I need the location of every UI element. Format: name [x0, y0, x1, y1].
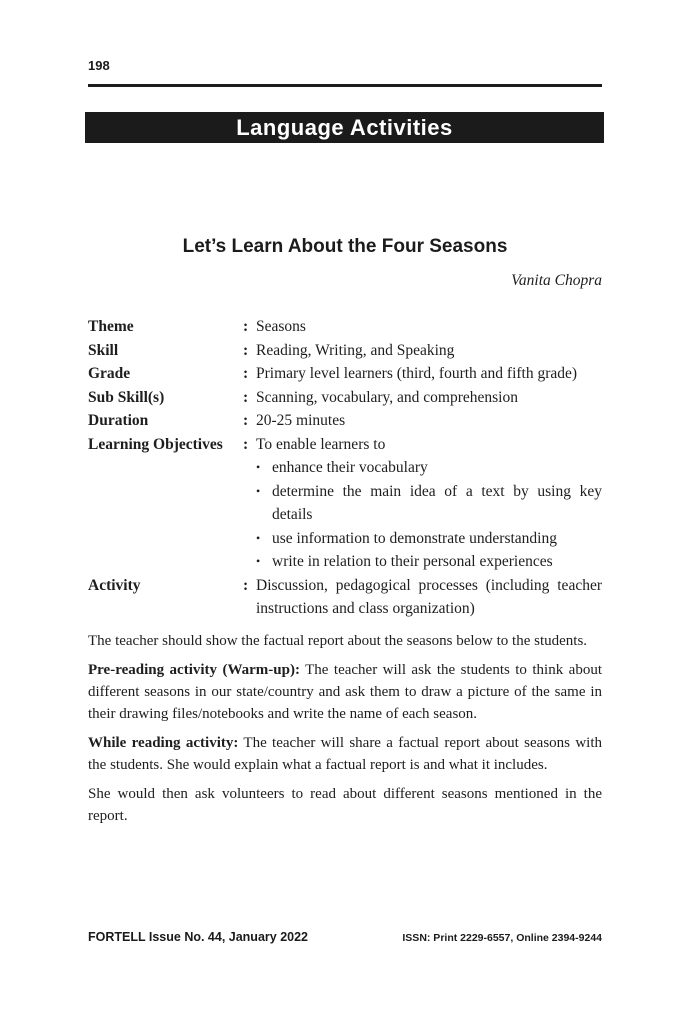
- detail-value: Primary level learners (third, fourth and fifth grade): [256, 365, 578, 382]
- list-item: [256, 456, 602, 480]
- detail-label: Sub Skill(s): [88, 388, 165, 406]
- detail-colon: :: [243, 576, 249, 594]
- paragraph-lead: Pre-reading activity (Warm-up):: [88, 661, 300, 678]
- article-title: Let’s Learn About the Four Seasons: [182, 236, 508, 257]
- paragraph-text: She would then ask volunteers to read about different seasons mentioned in the report.: [88, 785, 602, 824]
- page-footer: [88, 930, 602, 944]
- detail-value: [256, 433, 602, 574]
- header-rule: [88, 84, 602, 87]
- bullet-icon: •: [256, 554, 261, 568]
- lesson-details: [88, 315, 602, 621]
- detail-colon: :: [243, 388, 249, 406]
- detail-colon: :: [243, 412, 249, 429]
- paragraph: [88, 783, 602, 827]
- section-banner: [85, 112, 604, 143]
- paragraph: [88, 659, 602, 725]
- paragraph: [88, 630, 602, 652]
- detail-value: Discussion, pedagogical processes (including teacher instructions and class organization): [256, 576, 602, 617]
- objective-text: determine the main idea of a text by using key details: [272, 482, 602, 523]
- detail-row-duration: [88, 409, 602, 433]
- bullet-icon: •: [256, 530, 261, 545]
- detail-label: Activity: [88, 576, 141, 594]
- bullet-icon: •: [256, 460, 261, 474]
- detail-value: Seasons: [256, 318, 306, 335]
- objective-text: use information to demonstrate understanding: [272, 529, 557, 547]
- detail-row-grade: [88, 362, 602, 386]
- detail-label: Grade: [88, 365, 131, 382]
- detail-value: 20-25 minutes: [256, 412, 346, 429]
- issn-info: ISSN: Print 2229-6557, Online 2394-9244: [402, 932, 602, 944]
- paragraph: [88, 732, 602, 776]
- list-item: [256, 480, 602, 527]
- detail-label: Theme: [88, 318, 134, 335]
- detail-label: Duration: [88, 412, 149, 429]
- paragraph-text: The teacher should show the factual report about the seasons below to the students.: [88, 632, 588, 649]
- journal-issue-info: FORTELL Issue No. 44, January 2022: [88, 930, 308, 944]
- detail-value: Scanning, vocabulary, and comprehension: [256, 388, 518, 406]
- paragraph-text: The teacher will share a factual report about seasons with the students. She would explain what a factual report is and what it includes.: [88, 734, 602, 773]
- article-author: Vanita Chopra: [511, 272, 602, 289]
- detail-colon: :: [243, 365, 249, 382]
- detail-colon: :: [243, 341, 249, 359]
- detail-row-skill: [88, 339, 602, 363]
- detail-row-theme: [88, 315, 602, 339]
- detail-row-subskill: [88, 386, 602, 410]
- detail-value: Reading, Writing, and Speaking: [256, 341, 455, 359]
- list-item: [256, 527, 602, 551]
- detail-colon: :: [243, 318, 249, 335]
- objective-text: write in relation to their personal experiences: [272, 553, 553, 570]
- list-item: [256, 550, 602, 574]
- page-number: 198: [88, 58, 110, 73]
- objectives-intro: To enable learners to: [256, 435, 386, 453]
- bullet-icon: •: [256, 483, 261, 498]
- detail-row-learning-objectives: [88, 433, 602, 574]
- section-banner-label: Language Activities: [236, 114, 453, 140]
- detail-label: Learning Objectives: [88, 435, 223, 453]
- paragraph-text: The teacher will ask the students to think about different seasons in our state/country and ask them to draw a picture of the same in their drawing files/notebooks and write the name of each season.: [88, 661, 602, 722]
- objectives-list: [256, 456, 602, 574]
- body-text: [88, 630, 602, 827]
- objective-text: enhance their vocabulary: [272, 459, 428, 476]
- paragraph-lead: While reading activity:: [88, 734, 239, 751]
- detail-label: Skill: [88, 341, 119, 359]
- detail-colon: :: [243, 435, 249, 453]
- detail-row-activity: [88, 574, 602, 621]
